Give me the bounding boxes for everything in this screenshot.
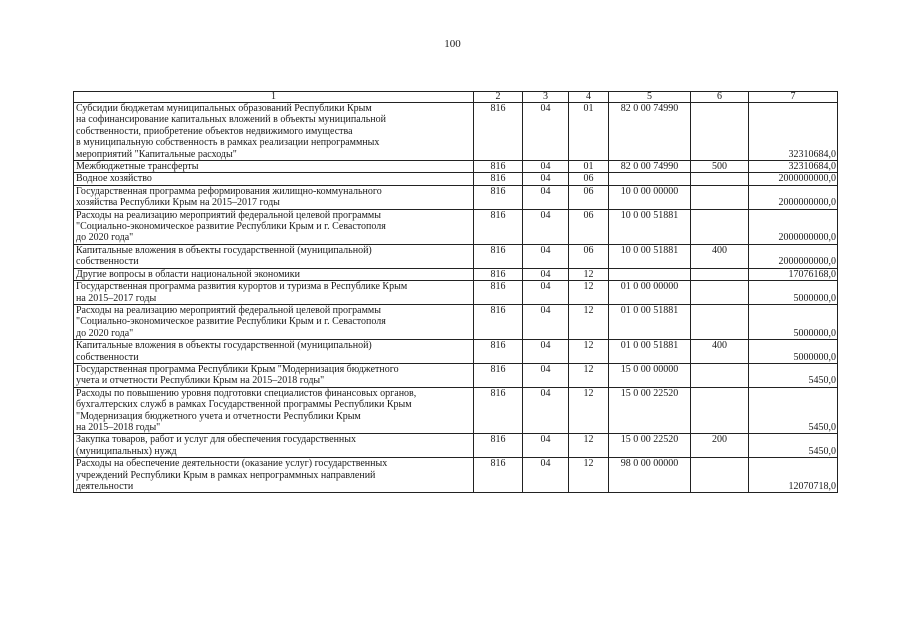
section-cell: 04 bbox=[523, 173, 569, 185]
table-row bbox=[74, 281, 838, 305]
expense-type-cell bbox=[691, 209, 749, 244]
header-cell-3: 3 bbox=[523, 92, 569, 103]
expense-type-cell bbox=[691, 103, 749, 161]
section-cell: 04 bbox=[523, 340, 569, 364]
admin-code-cell: 816 bbox=[474, 434, 523, 458]
item-name-cell bbox=[74, 281, 474, 305]
item-name-line: собственности bbox=[76, 256, 139, 268]
expense-type-cell bbox=[691, 268, 749, 280]
item-name-cell bbox=[74, 340, 474, 364]
admin-code-cell: 816 bbox=[474, 209, 523, 244]
item-name-line: "Социально-экономическое развитие Республики Крым и г. Севастополя bbox=[76, 221, 386, 233]
target-article-cell: 15 0 00 22520 bbox=[609, 434, 691, 458]
item-name-cell bbox=[74, 103, 474, 161]
subsection-cell: 01 bbox=[569, 161, 609, 173]
table-row bbox=[74, 244, 838, 268]
admin-code-cell: 816 bbox=[474, 458, 523, 493]
item-name-line: собственности, приобретение объектов недвижимого имущества bbox=[76, 125, 353, 137]
table-row bbox=[74, 173, 838, 185]
admin-code-cell: 816 bbox=[474, 173, 523, 185]
amount-cell: 5450,0 bbox=[749, 387, 838, 434]
expense-type-cell bbox=[691, 363, 749, 387]
target-article-cell: 15 0 00 00000 bbox=[609, 363, 691, 387]
target-article-cell: 10 0 00 51881 bbox=[609, 244, 691, 268]
amount-cell: 2000000000,0 bbox=[749, 244, 838, 268]
item-name-line: Государственная программа реформирования жилищно-коммунального bbox=[76, 185, 382, 197]
item-name-cell bbox=[74, 185, 474, 209]
section-cell: 04 bbox=[523, 281, 569, 305]
item-name-cell bbox=[74, 304, 474, 339]
target-article-cell: 01 0 00 51881 bbox=[609, 304, 691, 339]
section-cell: 04 bbox=[523, 363, 569, 387]
amount-cell: 5450,0 bbox=[749, 363, 838, 387]
expense-type-cell bbox=[691, 173, 749, 185]
expense-type-cell bbox=[691, 185, 749, 209]
table-row bbox=[74, 268, 838, 280]
item-name-line: Водное хозяйство bbox=[76, 173, 152, 185]
subsection-cell: 12 bbox=[569, 387, 609, 434]
item-name-line: (муниципальных) нужд bbox=[76, 445, 177, 457]
header-cell-4: 4 bbox=[569, 92, 609, 103]
subsection-cell: 12 bbox=[569, 458, 609, 493]
expense-type-cell bbox=[691, 458, 749, 493]
subsection-cell: 12 bbox=[569, 363, 609, 387]
item-name-line: "Модернизация бюджетного учета и отчетности Республики Крым bbox=[76, 410, 361, 422]
section-cell: 04 bbox=[523, 434, 569, 458]
subsection-cell: 12 bbox=[569, 434, 609, 458]
section-cell: 04 bbox=[523, 103, 569, 161]
admin-code-cell: 816 bbox=[474, 268, 523, 280]
page-number: 100 bbox=[444, 38, 461, 50]
amount-cell: 5000000,0 bbox=[749, 304, 838, 339]
table-row bbox=[74, 434, 838, 458]
item-name-line: Расходы на реализацию мероприятий федеральной целевой программы bbox=[76, 304, 381, 316]
item-name-line: Закупка товаров, работ и услуг для обеспечения государственных bbox=[76, 434, 357, 446]
target-article-cell bbox=[609, 268, 691, 280]
item-name-cell bbox=[74, 458, 474, 493]
item-name-cell bbox=[74, 268, 474, 280]
amount-cell: 5000000,0 bbox=[749, 281, 838, 305]
target-article-cell bbox=[609, 173, 691, 185]
admin-code-cell: 816 bbox=[474, 304, 523, 339]
item-name-cell bbox=[74, 209, 474, 244]
item-name-line: Государственная программа развития курортов и туризма в Республике Крым bbox=[76, 281, 408, 293]
expense-type-cell bbox=[691, 304, 749, 339]
amount-cell: 5450,0 bbox=[749, 434, 838, 458]
header-cell-2: 2 bbox=[474, 92, 523, 103]
subsection-cell: 06 bbox=[569, 209, 609, 244]
expense-type-cell bbox=[691, 281, 749, 305]
section-cell: 04 bbox=[523, 304, 569, 339]
item-name-line: на 2015–2017 годы bbox=[76, 292, 157, 304]
target-article-cell: 82 0 00 74990 bbox=[609, 161, 691, 173]
target-article-cell: 10 0 00 00000 bbox=[609, 185, 691, 209]
subsection-cell: 06 bbox=[569, 173, 609, 185]
item-name-line: деятельности bbox=[76, 481, 134, 492]
admin-code-cell: 816 bbox=[474, 340, 523, 364]
item-name-line: Другие вопросы в области национальной экономики bbox=[76, 268, 300, 280]
admin-code-cell: 816 bbox=[474, 103, 523, 161]
subsection-cell: 12 bbox=[569, 281, 609, 305]
subsection-cell: 06 bbox=[569, 185, 609, 209]
amount-cell: 32310684,0 bbox=[749, 161, 838, 173]
admin-code-cell: 816 bbox=[474, 185, 523, 209]
header-cell-7: 7 bbox=[749, 92, 838, 103]
item-name-cell bbox=[74, 434, 474, 458]
item-name-line: мероприятий "Капитальные расходы" bbox=[76, 148, 237, 160]
target-article-cell: 01 0 00 51881 bbox=[609, 340, 691, 364]
amount-cell: 12070718,0 bbox=[749, 458, 838, 493]
subsection-cell: 06 bbox=[569, 244, 609, 268]
item-name-line: Капитальные вложения в объекты государственной (муниципальной) bbox=[76, 340, 372, 352]
item-name-line: в муниципальную собственность в рамках реализации непрограммных bbox=[76, 137, 380, 149]
item-name-line: на софинансирование капитальных вложений в объекты муниципальной bbox=[76, 114, 386, 126]
subsection-cell: 12 bbox=[569, 340, 609, 364]
item-name-cell bbox=[74, 363, 474, 387]
item-name-line: хозяйства Республики Крым на 2015–2017 годы bbox=[76, 197, 280, 209]
item-name-line: бухгалтерских служб в рамках Государственной программы Республики Крым bbox=[76, 399, 412, 411]
section-cell: 04 bbox=[523, 244, 569, 268]
item-name-line: учета и отчетности Республики Крым на 2015–2018 годы" bbox=[76, 375, 325, 387]
section-cell: 04 bbox=[523, 209, 569, 244]
item-name-cell bbox=[74, 387, 474, 434]
target-article-cell: 10 0 00 51881 bbox=[609, 209, 691, 244]
target-article-cell: 98 0 00 00000 bbox=[609, 458, 691, 493]
table-row bbox=[74, 363, 838, 387]
item-name-line: Капитальные вложения в объекты государственной (муниципальной) bbox=[76, 244, 372, 256]
amount-cell: 5000000,0 bbox=[749, 340, 838, 364]
item-name-line: собственности bbox=[76, 351, 139, 363]
table-row bbox=[74, 340, 838, 364]
section-cell: 04 bbox=[523, 387, 569, 434]
admin-code-cell: 816 bbox=[474, 161, 523, 173]
table-row bbox=[74, 304, 838, 339]
amount-cell: 32310684,0 bbox=[749, 103, 838, 161]
amount-cell: 17076168,0 bbox=[749, 268, 838, 280]
amount-cell: 2000000000,0 bbox=[749, 209, 838, 244]
table-row bbox=[74, 458, 838, 493]
item-name-line: Расходы на реализацию мероприятий федеральной целевой программы bbox=[76, 209, 381, 221]
item-name-line: до 2020 года" bbox=[76, 232, 134, 244]
table-body bbox=[74, 92, 838, 493]
item-name-line: Расходы по повышению уровня подготовки специалистов финансовых органов, bbox=[76, 387, 417, 399]
amount-cell: 2000000000,0 bbox=[749, 185, 838, 209]
target-article-cell: 01 0 00 00000 bbox=[609, 281, 691, 305]
item-name-line: до 2020 года" bbox=[76, 327, 134, 339]
budget-table bbox=[73, 91, 838, 493]
admin-code-cell: 816 bbox=[474, 363, 523, 387]
item-name-line: Субсидии бюджетам муниципальных образований Республики Крым bbox=[76, 103, 372, 114]
header-cell-6: 6 bbox=[691, 92, 749, 103]
admin-code-cell: 816 bbox=[474, 387, 523, 434]
expense-type-cell: 500 bbox=[691, 161, 749, 173]
item-name-line: учреждений Республики Крым в рамках непрограммных направлений bbox=[76, 469, 376, 481]
expense-type-cell: 400 bbox=[691, 340, 749, 364]
item-name-line: на 2015–2018 годы" bbox=[76, 421, 161, 433]
item-name-cell bbox=[74, 173, 474, 185]
section-cell: 04 bbox=[523, 458, 569, 493]
admin-code-cell: 816 bbox=[474, 244, 523, 268]
item-name-line: Государственная программа Республики Крым "Модернизация бюджетного bbox=[76, 363, 399, 375]
table-row bbox=[74, 387, 838, 434]
target-article-cell: 82 0 00 74990 bbox=[609, 103, 691, 161]
table-row bbox=[74, 161, 838, 173]
target-article-cell: 15 0 00 22520 bbox=[609, 387, 691, 434]
subsection-cell: 12 bbox=[569, 304, 609, 339]
section-cell: 04 bbox=[523, 268, 569, 280]
item-name-cell bbox=[74, 161, 474, 173]
table-row bbox=[74, 103, 838, 161]
expense-type-cell: 400 bbox=[691, 244, 749, 268]
header-cell-1: 1 bbox=[74, 92, 474, 103]
section-cell: 04 bbox=[523, 185, 569, 209]
admin-code-cell: 816 bbox=[474, 281, 523, 305]
table-row bbox=[74, 185, 838, 209]
item-name-line: Межбюджетные трансферты bbox=[76, 161, 199, 173]
header-cell-5: 5 bbox=[609, 92, 691, 103]
item-name-line: Расходы на обеспечение деятельности (оказание услуг) государственных bbox=[76, 458, 388, 470]
subsection-cell: 01 bbox=[569, 103, 609, 161]
amount-cell: 2000000000,0 bbox=[749, 173, 838, 185]
item-name-line: "Социально-экономическое развитие Республики Крым и г. Севастополя bbox=[76, 316, 386, 328]
item-name-cell bbox=[74, 244, 474, 268]
subsection-cell: 12 bbox=[569, 268, 609, 280]
expense-type-cell: 200 bbox=[691, 434, 749, 458]
table-row bbox=[74, 209, 838, 244]
section-cell: 04 bbox=[523, 161, 569, 173]
expense-type-cell bbox=[691, 387, 749, 434]
table-header-row bbox=[74, 92, 838, 103]
